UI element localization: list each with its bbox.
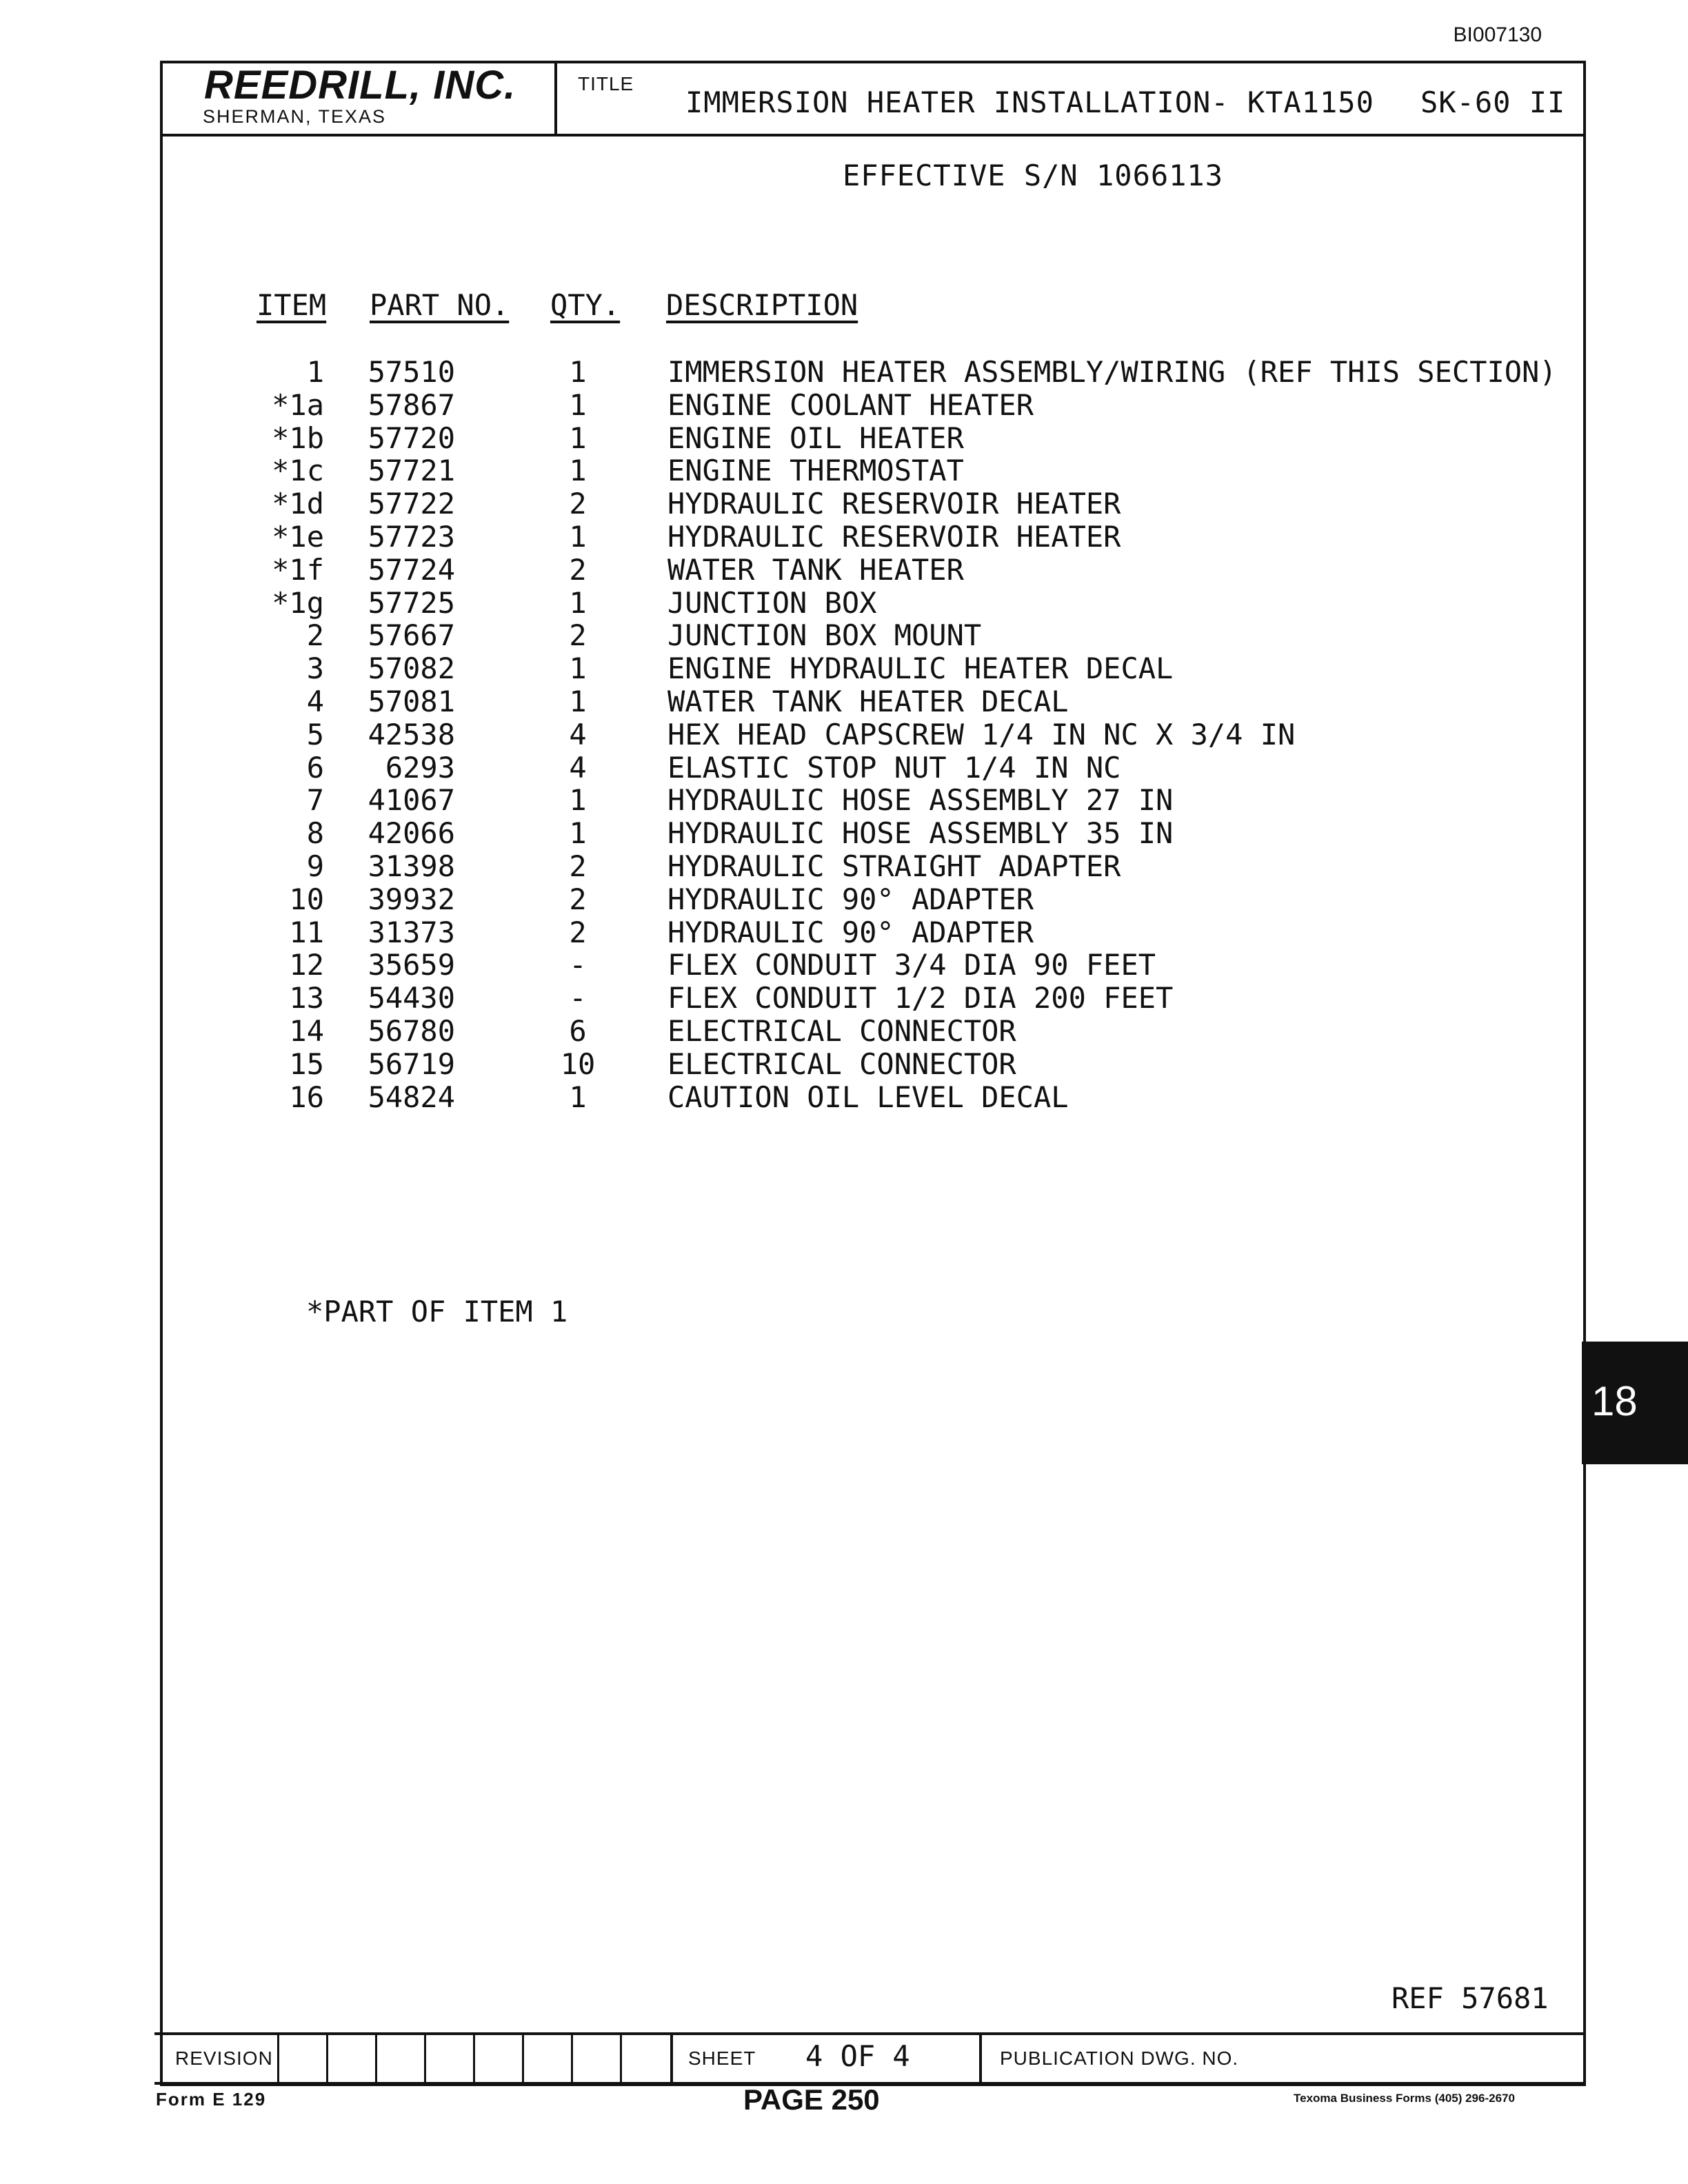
part-number-cell: 57722 <box>368 487 455 521</box>
publication-label: PUBLICATION DWG. NO. <box>1000 2048 1239 2069</box>
company-name: REEDRILL, INC. <box>204 63 516 108</box>
table-row <box>0 916 1688 949</box>
table-row <box>0 389 1688 422</box>
title-label: TITLE <box>578 73 634 94</box>
quantity-cell: 1 <box>569 355 587 389</box>
column-header-description: DESCRIPTION <box>666 288 858 322</box>
table-row <box>0 1081 1688 1114</box>
item-cell: 3 <box>306 651 324 686</box>
description-cell: HEX HEAD CAPSCREW 1/4 IN NC X 3/4 IN <box>667 717 1296 751</box>
part-number-cell: 57667 <box>368 618 455 653</box>
revision-cell <box>375 2035 424 2082</box>
footer-block <box>154 2032 1583 2085</box>
description-cell: IMMERSION HEATER ASSEMBLY/WIRING (REF THIS SECTION) <box>667 355 1557 389</box>
table-row <box>0 652 1688 685</box>
description-cell: CAUTION OIL LEVEL DECAL <box>667 1080 1069 1114</box>
item-cell: *1c <box>272 454 324 488</box>
table-row <box>0 949 1688 982</box>
quantity-cell: 1 <box>569 816 587 851</box>
part-number-cell: 54430 <box>368 981 455 1015</box>
part-number-cell: 57867 <box>368 387 455 422</box>
description-cell: HYDRAULIC HOSE ASSEMBLY 35 IN <box>667 816 1174 851</box>
reference-number: REF 57681 <box>1391 1981 1549 2015</box>
item-cell: 6 <box>306 750 324 785</box>
description-cell: HYDRAULIC 90° ADAPTER <box>667 882 1034 916</box>
revision-cell <box>522 2035 571 2082</box>
quantity-cell: 1 <box>569 651 587 686</box>
company-location: SHERMAN, TEXAS <box>203 106 387 127</box>
description-cell: WATER TANK HEATER <box>667 552 964 587</box>
section-tab-label: 18 <box>1591 1378 1638 1424</box>
quantity-cell: 1 <box>569 454 587 488</box>
item-cell: *1f <box>272 552 324 587</box>
column-header-part: PART NO. <box>370 288 510 322</box>
item-cell: 4 <box>306 685 324 718</box>
part-number-cell: 57723 <box>368 520 455 554</box>
part-number-cell: 57510 <box>368 355 455 389</box>
quantity-cell: 2 <box>569 915 587 949</box>
item-cell: 1 <box>306 355 324 389</box>
quantity-cell: 4 <box>569 717 587 751</box>
description-cell: HYDRAULIC 90° ADAPTER <box>667 915 1034 949</box>
description-cell: FLEX CONDUIT 1/2 DIA 200 FEET <box>667 981 1174 1015</box>
quantity-cell: 6 <box>569 1014 587 1048</box>
part-number-cell: 57081 <box>368 685 455 718</box>
table-row <box>0 520 1688 554</box>
item-cell: 12 <box>289 948 324 982</box>
quantity-cell: 1 <box>569 685 587 718</box>
table-row <box>0 1015 1688 1048</box>
description-cell: ENGINE THERMOSTAT <box>667 454 964 488</box>
table-row <box>0 784 1688 817</box>
part-number-cell: 57725 <box>368 585 455 620</box>
part-number-cell: 35659 <box>368 948 455 982</box>
quantity-cell: 1 <box>569 783 587 818</box>
description-cell: ELECTRICAL CONNECTOR <box>667 1046 1016 1081</box>
printer-credit: Texoma Business Forms (405) 296-2670 <box>1294 2092 1515 2105</box>
revision-cell <box>571 2035 620 2082</box>
item-cell: 11 <box>289 915 324 949</box>
quantity-cell: 1 <box>569 421 587 455</box>
description-cell: JUNCTION BOX <box>667 585 877 620</box>
item-cell: *1a <box>272 387 324 422</box>
part-number-cell: 57721 <box>368 454 455 488</box>
quantity-cell: 1 <box>569 520 587 554</box>
table-row <box>0 587 1688 620</box>
sheet-box <box>670 2035 982 2082</box>
description-cell: WATER TANK HEATER DECAL <box>667 685 1069 718</box>
item-cell: 2 <box>306 618 324 653</box>
item-cell: 16 <box>289 1080 324 1114</box>
table-row <box>0 850 1688 883</box>
table-row <box>0 685 1688 718</box>
part-number-cell: 41067 <box>368 783 455 818</box>
description-cell: ENGINE OIL HEATER <box>667 421 964 455</box>
table-row <box>0 817 1688 850</box>
quantity-cell: 10 <box>560 1046 596 1081</box>
page-number: PAGE 250 <box>743 2083 880 2116</box>
part-number-cell: 56719 <box>368 1046 455 1081</box>
item-cell: 8 <box>306 816 324 851</box>
table-row <box>0 356 1688 389</box>
quantity-cell: - <box>569 948 587 982</box>
document-id: BI007130 <box>1453 23 1542 46</box>
description-cell: ELECTRICAL CONNECTOR <box>667 1014 1016 1048</box>
description-cell: HYDRAULIC HOSE ASSEMBLY 27 IN <box>667 783 1174 818</box>
item-cell: 7 <box>306 783 324 818</box>
part-number-cell: 57082 <box>368 651 455 686</box>
table-row <box>0 554 1688 587</box>
part-number-cell: 57724 <box>368 552 455 587</box>
section-tab <box>1582 1342 1688 1464</box>
item-cell: 10 <box>289 882 324 916</box>
revision-cell <box>277 2035 326 2082</box>
description-cell: HYDRAULIC RESERVOIR HEATER <box>667 520 1121 554</box>
description-cell: ELASTIC STOP NUT 1/4 IN NC <box>667 750 1121 785</box>
table-row <box>0 751 1688 785</box>
title-block <box>160 61 1586 136</box>
quantity-cell: - <box>569 981 587 1015</box>
model-number: SK-60 II <box>1420 85 1566 119</box>
quantity-cell: 1 <box>569 387 587 422</box>
quantity-cell: 2 <box>569 618 587 653</box>
quantity-cell: 2 <box>569 849 587 883</box>
revision-cells <box>277 2035 670 2082</box>
company-box <box>160 61 557 134</box>
document-title: IMMERSION HEATER INSTALLATION- KTA1150 <box>685 85 1374 119</box>
item-cell: *1d <box>272 487 324 521</box>
form-id: Form E 129 <box>156 2089 267 2110</box>
effective-serial: EFFECTIVE S/N 1066113 <box>843 159 1224 192</box>
column-header-qty: QTY. <box>550 288 621 322</box>
item-cell: 15 <box>289 1046 324 1081</box>
quantity-cell: 1 <box>569 1080 587 1114</box>
revision-cell <box>620 2035 669 2082</box>
table-row <box>0 982 1688 1015</box>
quantity-cell: 2 <box>569 882 587 916</box>
sheet-value: 4 OF 4 <box>805 2039 910 2073</box>
part-number-cell: 56780 <box>368 1014 455 1048</box>
quantity-cell: 4 <box>569 750 587 785</box>
item-cell: *1e <box>272 520 324 554</box>
revision-cell <box>424 2035 473 2082</box>
table-row <box>0 883 1688 916</box>
table-row <box>0 718 1688 751</box>
item-cell: 14 <box>289 1014 324 1048</box>
quantity-cell: 2 <box>569 487 587 521</box>
table-row <box>0 454 1688 487</box>
table-row <box>0 619 1688 652</box>
item-cell: *1g <box>272 585 324 620</box>
part-number-cell: 39932 <box>368 882 455 916</box>
part-number-cell: 42066 <box>368 816 455 851</box>
description-cell: HYDRAULIC STRAIGHT ADAPTER <box>667 849 1121 883</box>
table-row <box>0 422 1688 455</box>
description-cell: ENGINE HYDRAULIC HEATER DECAL <box>667 651 1174 686</box>
quantity-cell: 1 <box>569 585 587 620</box>
description-cell: HYDRAULIC RESERVOIR HEATER <box>667 487 1121 521</box>
revision-cell <box>473 2035 522 2082</box>
description-cell: ENGINE COOLANT HEATER <box>667 387 1034 422</box>
footnote: *PART OF ITEM 1 <box>306 1295 568 1328</box>
part-number-cell: 54824 <box>368 1080 455 1114</box>
column-header-item: ITEM <box>257 288 327 322</box>
part-number-cell: 42538 <box>368 717 455 751</box>
table-row <box>0 1048 1688 1081</box>
sheet-label: SHEET <box>688 2048 756 2069</box>
revision-cell <box>326 2035 375 2082</box>
item-cell: *1b <box>272 421 324 455</box>
item-cell: 9 <box>306 849 324 883</box>
part-number-cell: 31398 <box>368 849 455 883</box>
item-cell: 13 <box>289 981 324 1015</box>
description-cell: FLEX CONDUIT 3/4 DIA 90 FEET <box>667 948 1156 982</box>
quantity-cell: 2 <box>569 552 587 587</box>
table-row <box>0 487 1688 520</box>
part-number-cell: 6293 <box>385 750 455 785</box>
description-cell: JUNCTION BOX MOUNT <box>667 618 982 653</box>
item-cell: 5 <box>306 717 324 751</box>
revision-label: REVISION <box>175 2048 273 2069</box>
part-number-cell: 31373 <box>368 915 455 949</box>
part-number-cell: 57720 <box>368 421 455 455</box>
